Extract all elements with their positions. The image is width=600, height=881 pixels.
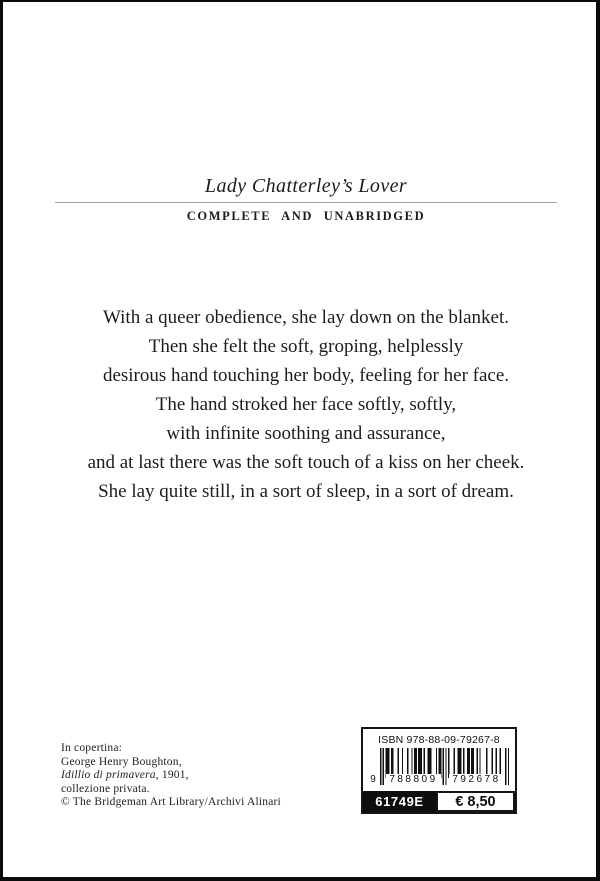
quote-line: She lay quite still, in a sort of sleep, in a sort of dream. <box>98 481 514 502</box>
credits-line <box>61 769 281 783</box>
barcode-digit-lead: 9 <box>368 774 378 785</box>
edition-code: 61749E <box>363 791 436 812</box>
credits-line: In copertina: <box>61 742 123 754</box>
quote-line: Then she felt the soft, groping, helplessly <box>148 336 464 357</box>
credits-line: George Henry Boughton, <box>61 755 182 768</box>
credits-line: collezione privata. <box>61 782 150 795</box>
quote-line: With a queer obedience, she lay down on the blanket. <box>102 307 509 328</box>
edition-subtitle: COMPLETE AND UNABRIDGED <box>186 209 426 223</box>
quote-line: with infinite soothing and assurance, <box>166 423 446 444</box>
isbn-label: ISBN 978-88-09-79267-8 <box>378 734 500 746</box>
artwork-year: , 1901, <box>155 769 189 781</box>
barcode-panel <box>361 727 517 814</box>
price-row <box>363 791 515 812</box>
barcode-digits-left: 788809 <box>386 774 441 785</box>
cover-credits <box>61 742 281 810</box>
quote-line: and at last there was the soft touch of a kiss on her cheek. <box>87 452 525 473</box>
book-title: Lady Chatterley’s Lover <box>204 175 408 197</box>
quote-line: The hand stroked her face softly, softly, <box>155 394 457 415</box>
price-tag: € 8,50 <box>436 791 515 812</box>
artwork-title: Idillio di primavera <box>61 769 156 781</box>
divider-rule <box>55 202 557 203</box>
quote-line: desirous hand touching her body, feeling for her face. <box>102 365 510 386</box>
ean-barcode <box>366 748 512 786</box>
quote-block <box>3 303 596 506</box>
copyright-line: © The Bridgeman Art Library/Archivi Alinari <box>61 796 281 808</box>
barcode-digits-right: 792678 <box>449 774 504 785</box>
